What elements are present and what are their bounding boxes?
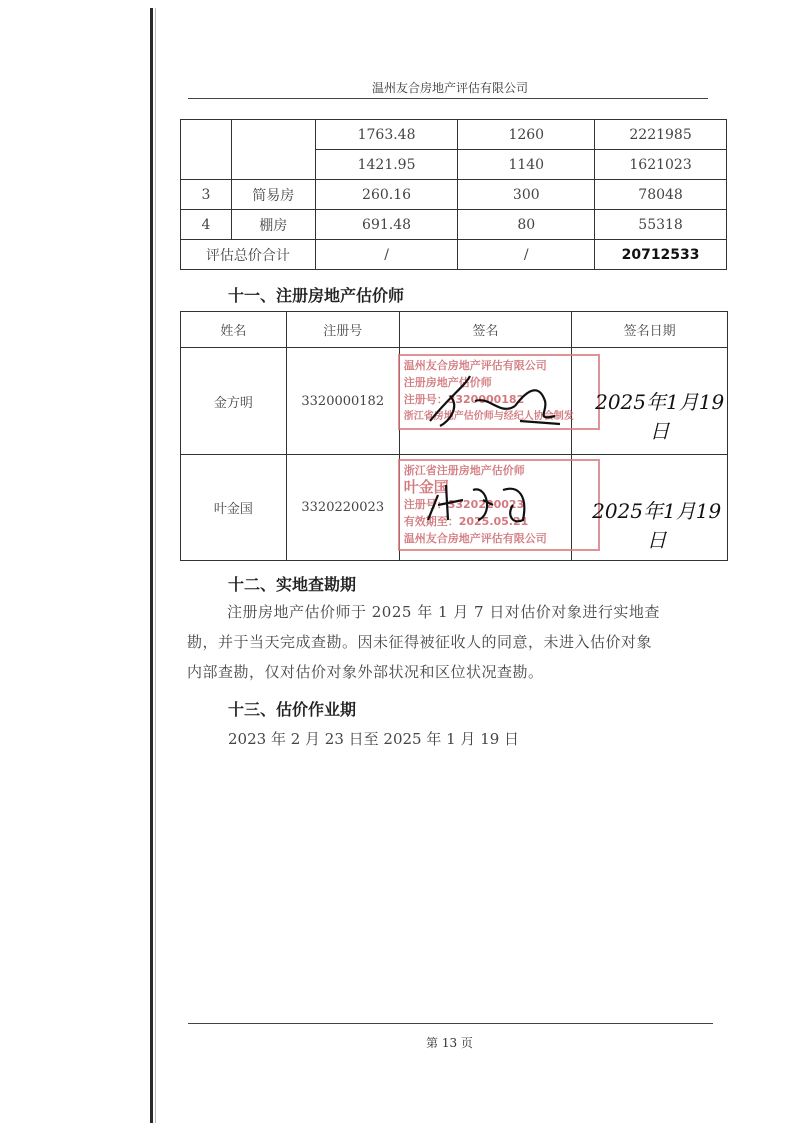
table-header-row — [181, 312, 728, 348]
unit-price-cell: 1140 — [458, 150, 595, 180]
stamp-line: 叶金国 — [403, 478, 449, 496]
sign-date-cell — [572, 455, 728, 561]
paragraph-line: 勘，并于当天完成查勘。因未征得被征收人的同意，未进入估价对象 — [187, 633, 653, 651]
scan-edge — [150, 8, 153, 1123]
stamp-line: 注册号：3320220023 — [403, 498, 525, 511]
total-value: 20712533 — [595, 240, 727, 270]
header-reg-no: 注册号 — [286, 312, 399, 348]
area-cell: 260.16 — [315, 180, 458, 210]
total-cell: 2221985 — [595, 120, 727, 150]
area-cell: 1421.95 — [315, 150, 458, 180]
page-header: 温州友合房地产评估有限公司 — [372, 81, 529, 95]
sign-date-cell — [572, 348, 728, 455]
handwritten-signature — [420, 366, 570, 436]
stamp-line: 注册号：3320000182 — [403, 393, 525, 406]
table-row — [181, 455, 728, 561]
no-cell: 3 — [181, 180, 232, 210]
table-row — [181, 210, 727, 240]
total-cell: 55318 — [595, 210, 727, 240]
handwritten-date: 2025年1月19日 — [595, 390, 725, 443]
scan-edge-shadow — [155, 8, 156, 1123]
area-cell: 1763.48 — [315, 120, 458, 150]
unit-price-cell: 1260 — [458, 120, 595, 150]
handwritten-date: 2025年1月19日 — [592, 499, 722, 552]
stamp-line: 浙江省房地产估价师与经纪人协会制发 — [403, 411, 574, 422]
unit-price-cell: 300 — [458, 180, 595, 210]
type-cell: 简易房 — [231, 180, 315, 210]
unit-price-cell: 80 — [458, 210, 595, 240]
signature-cell — [399, 455, 572, 561]
section-12-title: 十二、实地查勘期 — [228, 575, 357, 594]
work-period: 2023 年 2 月 23 日至 2025 年 1 月 19 日 — [228, 730, 520, 748]
stamp-line: 注册房地产估价师 — [403, 376, 492, 389]
stamp-line: 温州友合房地产评估有限公司 — [403, 532, 547, 545]
footer-rule — [188, 1023, 713, 1024]
handwritten-signature — [418, 475, 558, 535]
header-signature: 签名 — [399, 312, 572, 348]
type-cell — [231, 120, 315, 180]
signature-cell — [399, 348, 572, 455]
header-name: 姓名 — [181, 312, 287, 348]
appraiser-name: 金方明 — [181, 348, 287, 455]
area-cell: 691.48 — [315, 210, 458, 240]
table-total-row — [181, 240, 727, 270]
appraiser-reg-no: 3320220023 — [286, 455, 399, 561]
table-row — [181, 348, 728, 455]
paragraph-line: 内部查勘，仅对估价对象外部状况和区位状况查勘。 — [187, 663, 544, 681]
page-number: 第 13 页 — [426, 1036, 473, 1050]
appraiser-reg-no: 3320000182 — [286, 348, 399, 455]
price-table — [180, 119, 727, 270]
total-cell: 78048 — [595, 180, 727, 210]
paragraph-line: 注册房地产估价师于 2025 年 1 月 7 日对估价对象进行实地查 — [227, 603, 660, 621]
no-cell — [181, 120, 232, 180]
type-cell: 棚房 — [231, 210, 315, 240]
section-12-body — [187, 597, 727, 687]
appraiser-name: 叶金国 — [181, 455, 287, 561]
header-sign-date: 签名日期 — [572, 312, 728, 348]
stamp-line: 温州友合房地产评估有限公司 — [403, 359, 547, 372]
no-cell: 4 — [181, 210, 232, 240]
stamp-line: 有效期至：2025.05.21 — [403, 515, 529, 528]
total-unit: / — [458, 240, 595, 270]
stamp-line: 浙江省注册房地产估价师 — [403, 464, 525, 477]
total-area: / — [315, 240, 458, 270]
appraiser-table — [180, 311, 728, 561]
table-row — [181, 180, 727, 210]
total-label: 评估总价合计 — [181, 240, 316, 270]
section-13-title: 十三、估价作业期 — [228, 700, 357, 719]
header-rule — [188, 98, 708, 99]
total-cell: 1621023 — [595, 150, 727, 180]
table-row — [181, 120, 727, 150]
section-11-title: 十一、注册房地产估价师 — [228, 286, 405, 305]
